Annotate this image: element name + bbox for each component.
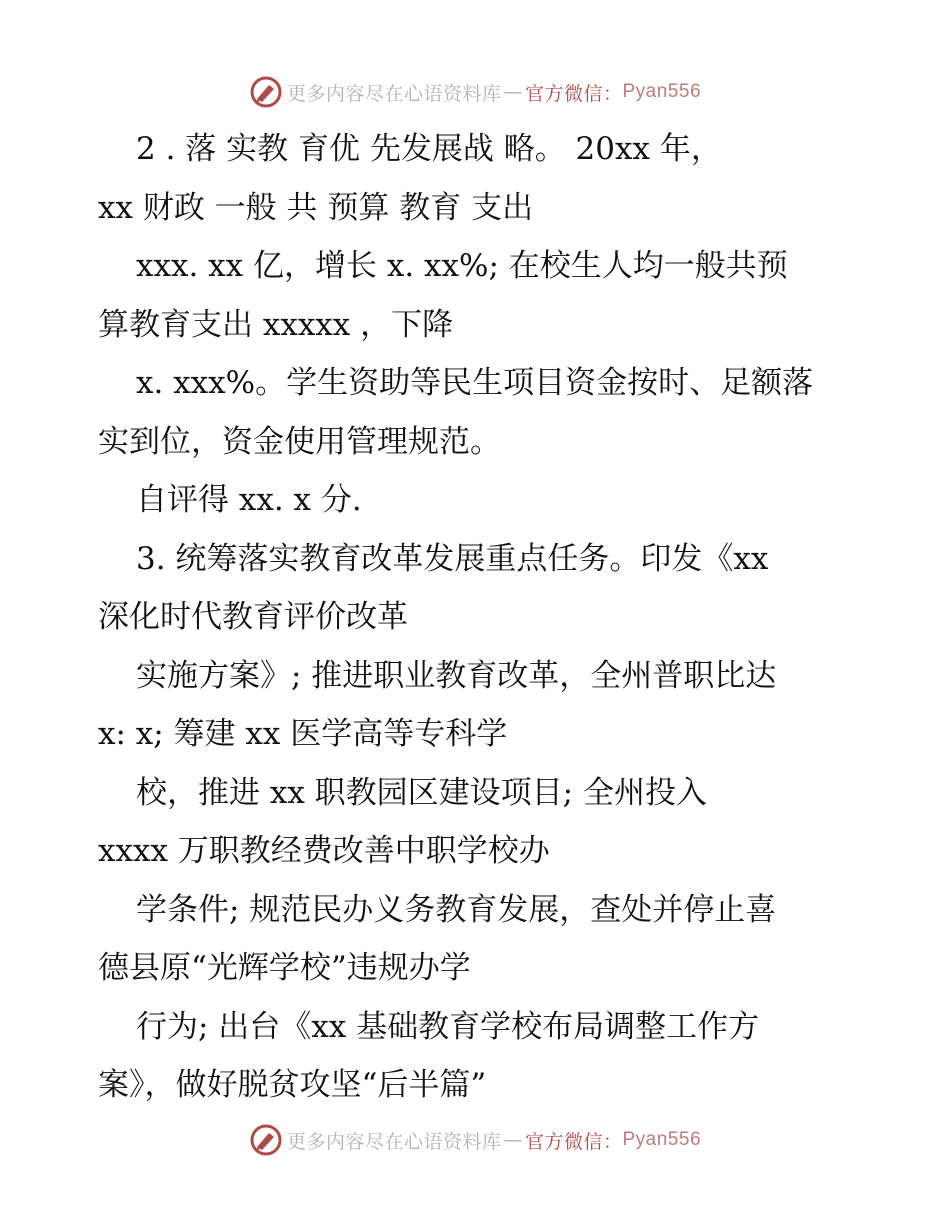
watermark-wechat-id: Pyan556 xyxy=(622,81,702,102)
pen-nib-logo-icon xyxy=(249,1123,283,1157)
watermark-dash: — xyxy=(503,81,523,103)
text-line: 2 . 落 实教 育优 先发展战 略。 20xx 年， xyxy=(136,131,722,167)
text-line: 算教育支出 xxxxx ，下降 xyxy=(98,306,454,343)
text-line: 德县原“光辉学校”违规办学 xyxy=(98,950,471,986)
text-line: 学条件; 规范民办义务教育发展，查处并停止喜 xyxy=(136,891,777,928)
watermark-wechat-label: 官方微信： xyxy=(524,82,623,105)
text-line: 自评得 xx. x 分. xyxy=(136,482,362,518)
watermark-text: 更多内容尽在心语资料库 xyxy=(286,82,502,105)
text-line: x: x; 筹建 xx 医学高等专科学 xyxy=(98,716,508,752)
watermark-dash: — xyxy=(503,1129,523,1151)
text-line: 实施方案》; 推进职业教育改革，全州普职比达 xyxy=(136,657,777,694)
text-line: x. xxx%。学生资助等民生项目资金按时、足额落 xyxy=(136,365,814,401)
text-line: 深化时代教育评价改革 xyxy=(98,599,408,635)
watermark-footer xyxy=(0,1120,950,1160)
watermark-header xyxy=(0,72,950,112)
text-line: 实到位，资金使用管理规范。 xyxy=(98,423,501,460)
text-line: xxxx 万职教经费改善中职学校办 xyxy=(98,833,550,869)
text-line: 3. 统筹落实教育改革发展重点任务。印发《xx xyxy=(136,540,769,577)
document-body xyxy=(98,120,868,1115)
text-line: 案》，做好脱贫攻坚“后半篇” xyxy=(98,1067,487,1103)
watermark-wechat-id: Pyan556 xyxy=(622,1129,702,1150)
watermark-text: 更多内容尽在心语资料库 xyxy=(286,1130,502,1153)
pen-nib-logo-icon xyxy=(249,75,283,109)
text-line: 校，推进 xx 职教园区建设项目; 全州投入 xyxy=(136,774,707,811)
text-line: xxx. xx 亿，增长 x. xx%; 在校生人均一般共预 xyxy=(136,248,788,284)
text-line: 行为; 出台《xx 基础教育学校布局调整工作方 xyxy=(136,1008,760,1045)
text-line: xx 财政 一般 共 预算 教育 支出 xyxy=(98,189,534,226)
watermark-wechat-label: 官方微信： xyxy=(524,1130,623,1153)
